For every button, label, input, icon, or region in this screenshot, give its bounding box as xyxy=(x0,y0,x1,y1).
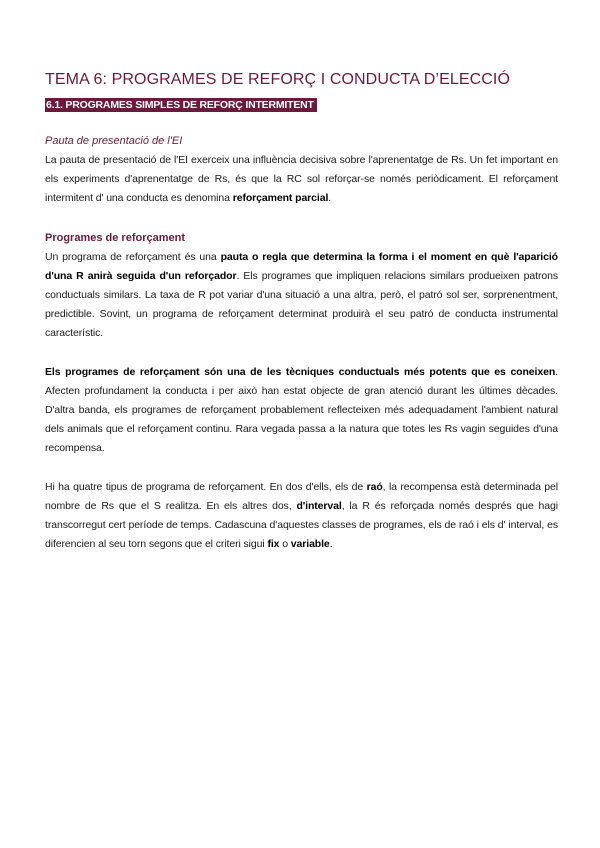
bold-term: reforçament parcial xyxy=(232,192,329,204)
text-run: Hi ha quatre tipus de programa de reforçament. En dos d'ells, els de xyxy=(45,481,367,493)
text-run: La pauta de presentació de l'EI exerceix una influència decisiva sobre l'aprenentatge de Rs. Un fet important en els experiments d'aprenentatge de Rs, és que la RC sol reforçar-se només periòdicament. El reforçament intermitent d' una conducta es denomina xyxy=(45,154,558,204)
bold-term: pauta o regla que determina la forma i el moment en què l'aparició d'una R anirà seguida d'un reforçador xyxy=(45,251,558,282)
section-heading-programes: Programes de reforçament xyxy=(45,232,185,244)
text-run: , la recompensa està determinada pel nombre de Rs que el S realitza. En els altres dos, xyxy=(45,481,558,512)
section-heading-pauta: Pauta de presentació de l'EI xyxy=(45,135,183,147)
paragraph-programes-1 xyxy=(45,248,558,343)
section-subtitle: 6.1. PROGRAMES SIMPLES DE REFORÇ INTERMITENT xyxy=(45,98,317,112)
paragraph-pauta xyxy=(45,151,558,208)
paragraph-programes-2 xyxy=(45,363,558,458)
bold-term: raó xyxy=(366,481,383,493)
text-run: , la R és reforçada només després que hagi transcorregut cert període de temps. Cadascuna d'aquestes classes de programes, els de raó i els d' interval, es diferencien al seu torn segons que el criteri sigui xyxy=(45,500,558,550)
bold-term: Els programes de reforçament són una de les tècniques conductuals més potents que es coneixen xyxy=(45,366,556,378)
text-run: . xyxy=(329,538,333,550)
section-programes xyxy=(45,231,558,554)
bold-term: variable xyxy=(290,538,330,550)
text-run: . xyxy=(328,192,332,204)
text-run: o xyxy=(279,538,291,550)
paragraph-programes-3 xyxy=(45,478,558,554)
document-title: TEMA 6: PROGRAMES DE REFORÇ I CONDUCTA D’ELECCIÓ xyxy=(45,71,511,88)
text-run: Un programa de reforçament és una xyxy=(45,251,221,263)
text-run: . Els programes que impliquen relacions similars produeixen patrons conductuals similars. La taxa de R pot variar d'una situació a una altra, però, el patró sol ser, sorprenentment, predictible. Sovint, un programa de reforçament determinat produirà el seu patró de conducta instrumental característic. xyxy=(45,270,559,339)
bold-term: d'interval xyxy=(296,500,342,512)
text-run: . Afecten profundament la conducta i per això han estat objecte de gran atenció durant les últimes dècades. D'altra banda, els programes de reforçament probablement reflecteixen més adequadament l'ambient natural dels animals que el reforçament continu. Rara vegada passa a la natura que totes les Rs vagin seguides d'una recompensa. xyxy=(45,366,558,454)
bold-term: fix xyxy=(267,538,280,550)
section-pauta xyxy=(45,134,558,208)
